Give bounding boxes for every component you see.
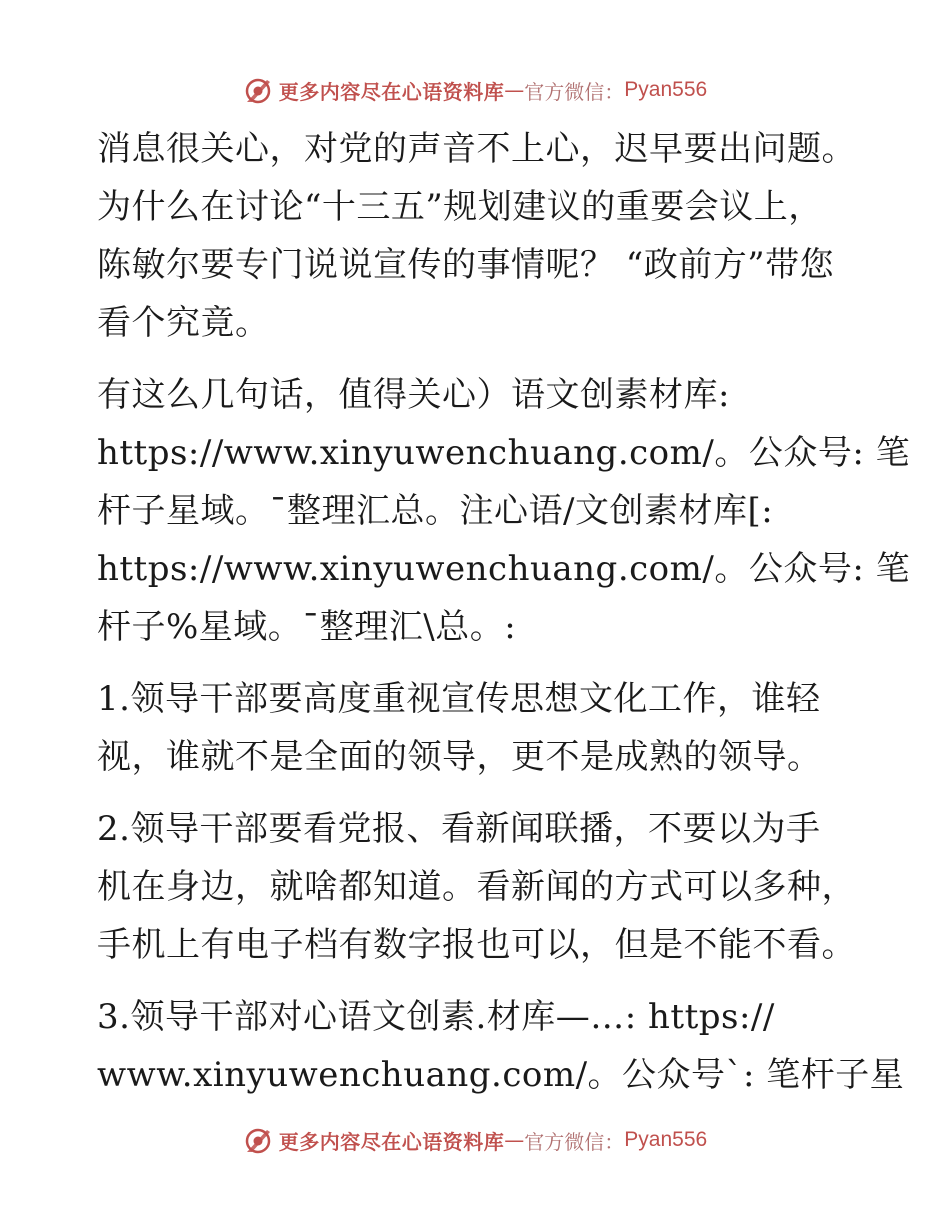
text-line: 有这么几句话，值得关心）语文创素材库: <box>97 375 730 415</box>
quill-logo-icon <box>243 75 273 105</box>
paragraph-point-2 <box>97 800 857 974</box>
banner-wechat-id: Pyan556 <box>624 78 708 101</box>
text-line: 杆子星域。¯整理汇总。注心语/文创素材库[: <box>97 491 774 531</box>
text-line: 看个究竟。 <box>97 303 270 343</box>
text-line: 手机上有电子档有数字报也可以，但是不能不看。 <box>97 925 856 965</box>
paragraph-point-3 <box>97 988 905 1104</box>
text-line: 视，谁就不是全面的领导，更不是成熟的领导。 <box>97 737 822 777</box>
text-line: 陈敏尔要专门说说宣传的事情呢？ “政前方”带您 <box>97 245 835 285</box>
header-banner <box>0 70 950 110</box>
banner-separator: — <box>504 78 525 102</box>
banner-separator: — <box>504 1128 525 1152</box>
paragraph-intro <box>97 120 857 352</box>
footer-banner <box>0 1120 950 1160</box>
text-line: www.xinyuwenchuang.com/。公众号`: 笔杆子星 <box>97 1055 905 1095</box>
paragraph-point-1 <box>97 670 857 786</box>
text-line: 为什么在讨论“十三五”规划建议的重要会议上， <box>97 187 823 227</box>
text-line: 消息很关心，对党的声音不上心，迟早要出问题。 <box>97 129 856 169</box>
text-line: 机在身边，就啥都知道。看新闻的方式可以多种， <box>97 867 856 907</box>
banner-promo-text: 更多内容尽在心语资料库 <box>278 79 505 104</box>
text-line: 2.领导干部要看党报、看新闻联播，不要以为手 <box>97 809 821 849</box>
document-body <box>97 120 911 1118</box>
quill-logo-icon <box>243 1125 273 1155</box>
text-line: https://www.xinyuwenchuang.com/。公众号: 笔 <box>97 549 911 589</box>
paragraph-source <box>97 366 911 656</box>
banner-wechat-id: Pyan556 <box>624 1128 708 1151</box>
text-line: https://www.xinyuwenchuang.com/。公众号: 笔 <box>97 433 911 473</box>
banner-promo-text: 更多内容尽在心语资料库 <box>278 1129 505 1154</box>
banner-official-label: 官方微信： <box>524 79 625 104</box>
text-line: 3.领导干部对心语文创素.材库—…: https:// <box>97 997 775 1037</box>
text-line: 1.领导干部要高度重视宣传思想文化工作，谁轻 <box>97 679 821 719</box>
text-line: 杆子%星域。¯整理汇\总。: <box>97 607 517 647</box>
banner-official-label: 官方微信： <box>524 1129 625 1154</box>
